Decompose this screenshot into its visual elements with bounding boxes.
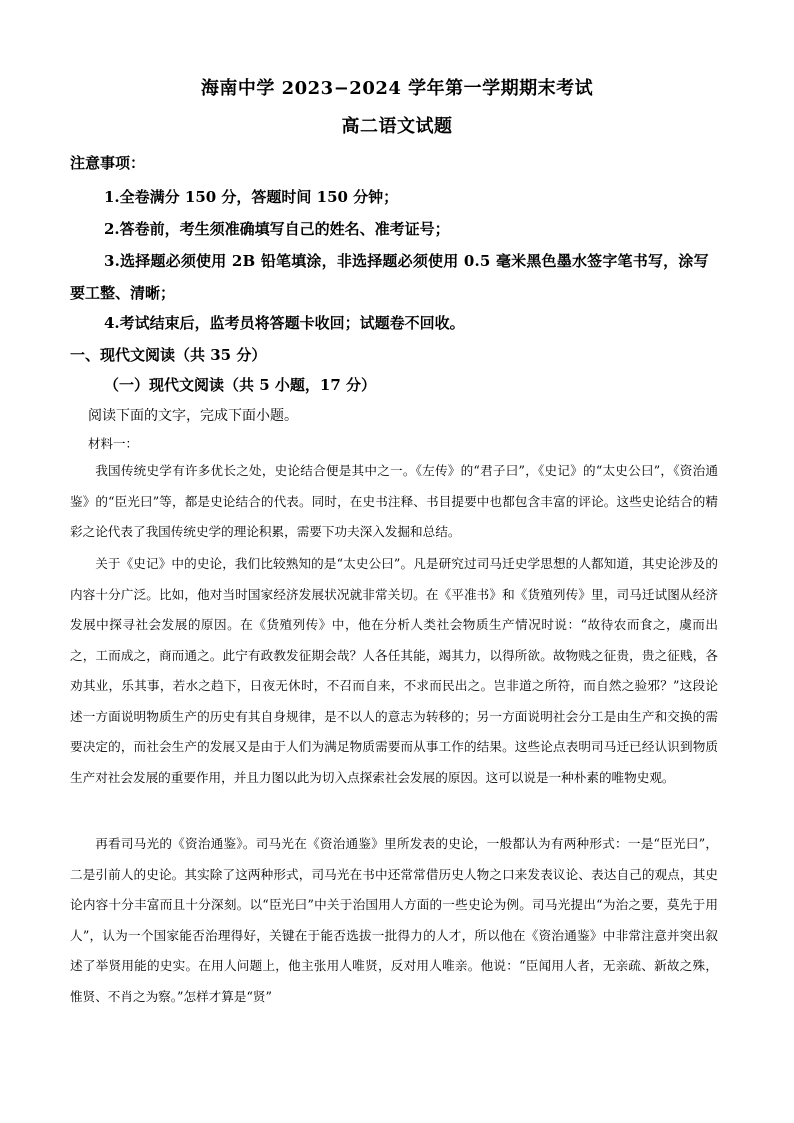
exam-subtitle: 高二语文试题 <box>341 116 453 137</box>
passage-paragraph: 再看司马光的《资治通鉴》。司马光在《资治通鉴》里所发表的史论，一般都认为有两种形式：一是“臣光曰”，二是引前人的史论。其实除了这两种形式，司马光在书中还常常借历史人物之口来发表议论、表达自己的观点，其史论内容十分丰富而且十分深刻。以“臣光曰”中关于治国用人方面的一些史论为例。司马光提出“为治之要，莫先于用人”，认为一个国家能否治理得好，关键在于能否选拔一批得力的人才，所以他在《资治通鉴》中非常注意并突出叙述了举贤用能的史实。在用人问题上，他主张用人唯贤，反对用人唯亲。他说：“臣闻用人者，无亲疏、新故之殊，惟贤、不肖之为察。”怎样才算是“贤” <box>70 836 718 1004</box>
passage-paragraph: 关于《史记》中的史论，我们比较熟知的是“太史公曰”。凡是研究过司马迁史学思想的人都知道，其史论涉及的内容十分广泛。比如，他对当时国家经济发展状况就非常关切。在《平准书》和《货殖列传》里，司马迁试图从经济发展中探寻社会发展的原因。在《货殖列传》中，他在分析人类社会物质生产情况时说：“故待农而食之，虞而出之，工而成之，商而通之。此宁有政教发征期会哉？人各任其能，竭其力，以得所欲。故物贱之征贵，贵之征贱，各劝其业，乐其事，若水之趋下，日夜无休时，不召而自来，不求而民出之。岂非道之所符，而自然之验邪？”这段论述一方面说明物质生产的历史有其自身规律，是不以人的意志为转移的；另一方面说明社会分工是由生产和交换的需要决定的，而社会生产的发展又是由于人们为满足物质需要而从事工作的结果。这些论点表明司马迁已经认识到物质生产对社会发展的重要作用，并且力图以此为切入点探索社会发展的原因。这可以说是一种朴素的唯物史观。 <box>70 556 718 785</box>
subsection-heading: （一）现代文阅读（共 5 小题，17 分） <box>104 376 376 394</box>
notice-item-1: 1.全卷满分 150 分，答题时间 150 分钟； <box>104 188 399 206</box>
material-label: 材料一： <box>88 436 139 451</box>
passage-paragraph: 我国传统史学有许多优长之处，史论结合便是其中之一。《左传》的“君子曰”，《史记》的“太史公曰”，《资治通鉴》的“臣光曰”等，都是史论结合的代表。同时，在史书注释、书目提要中也都包含丰富的评论。这些史论结合的精彩之论代表了我国传统史学的理论积累，需要下功夫深入发掘和总结。 <box>70 463 718 539</box>
notice-item-2: 2.答卷前，考生须准确填写自己的姓名、准考证号； <box>104 220 450 238</box>
reading-instruction: 阅读下面的文字，完成下面小题。 <box>88 408 298 424</box>
section-heading: 一、现代文阅读（共 35 分） <box>70 346 267 364</box>
exam-title: 海南中学 2023−2024 学年第一学期期末考试 <box>200 78 594 99</box>
notice-heading: 注意事项： <box>70 154 146 172</box>
notice-item-3: 3.选择题必须使用 2B 铅笔填涂，非选择题必须使用 0.5 毫米黑色墨水签字笔书写，涂写 <box>104 252 709 270</box>
notice-item-3-continued: 要工整、清晰； <box>70 284 176 302</box>
notice-item-4: 4.考试结束后，监考员将答题卡收回；试题卷不回收。 <box>104 314 465 332</box>
